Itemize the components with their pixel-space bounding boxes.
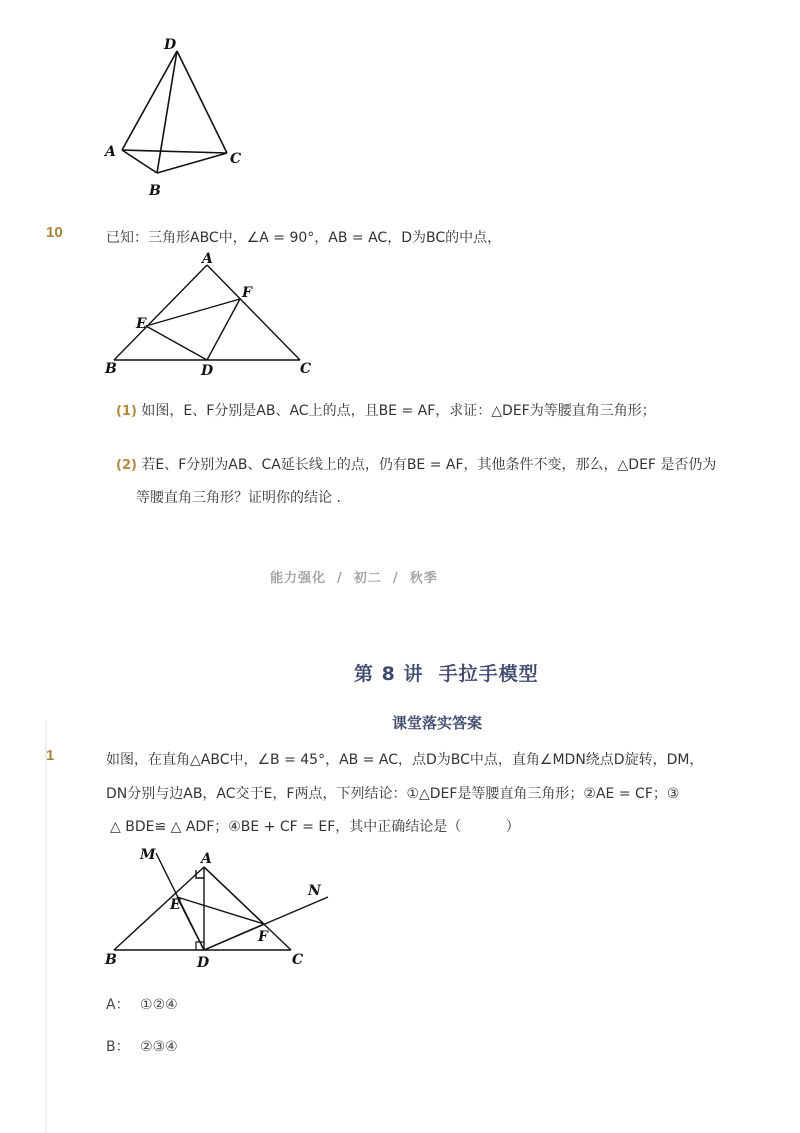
q1-line-3: △ BDE≌ △ ADF；④BE + CF = EF，其中正确结论是（ ） (110, 819, 520, 835)
label-d: D (197, 955, 210, 971)
answer-option-b[interactable] (106, 1036, 178, 1056)
part-tag: (1) (116, 404, 137, 419)
label-e: E (170, 897, 181, 913)
label-c: C (300, 361, 312, 377)
label-c: C (230, 151, 242, 167)
figure-q1 (100, 840, 340, 975)
label-m: M (140, 847, 156, 863)
label-d: D (164, 37, 177, 53)
answer-option-a[interactable] (106, 994, 178, 1014)
label-b: B (149, 183, 161, 199)
label-a: A (202, 251, 213, 267)
label-b: B (105, 361, 117, 377)
option-value: ②③④ (140, 1039, 178, 1055)
q1-line-1: 如图，在直角△ABC中，∠B = 45°，AB = AC，点D为BC中点，直角∠MDN绕点D旋转，DM， (106, 752, 704, 768)
section-title: 课堂落实答案 (392, 714, 483, 732)
part-text: 如图，E、F分别是AB、AC上的点，且BE = AF，求证：△DEF为等腰直角三角形； (141, 403, 656, 419)
lecture-title: 第 8 讲 手拉手模型 (354, 663, 539, 685)
q10-part2 (116, 455, 716, 476)
page-footer: 能力强化 / 初二 / 秋季 (270, 571, 438, 586)
label-f: F (258, 929, 268, 945)
q10-part1 (116, 401, 656, 422)
q1-line-2: DN分别与边AB，AC交于E，F两点，下列结论：①△DEF是等腰直角三角形；②AE = CF；③ (106, 786, 680, 802)
label-d: D (201, 363, 214, 379)
part-text: 若E、F分别为AB、CA延长线上的点，仍有BE = AF，其他条件不变，那么，△DEF 是否仍为 (141, 457, 717, 473)
figure-top (100, 32, 260, 207)
figure-q10 (100, 250, 320, 380)
q10-part2-cont: 等腰直角三角形？证明你的结论 . (136, 490, 341, 506)
label-a: A (201, 851, 212, 867)
label-c: C (292, 952, 304, 968)
question-number-1: 1 (46, 747, 55, 764)
part-tag: (2) (116, 458, 137, 473)
label-b: B (105, 952, 117, 968)
margin-line (45, 720, 47, 1133)
q10-stem: 已知：三角形ABC中，∠A = 90°，AB = AC，D为BC的中点， (106, 230, 502, 246)
question-number-10: 10 (46, 224, 63, 241)
label-a: A (105, 144, 116, 160)
option-value: ①②④ (140, 997, 178, 1013)
label-e: E (136, 316, 147, 332)
option-key: B： (106, 1039, 130, 1055)
label-n: N (308, 883, 321, 899)
option-key: A： (106, 997, 130, 1013)
label-f: F (242, 285, 252, 301)
